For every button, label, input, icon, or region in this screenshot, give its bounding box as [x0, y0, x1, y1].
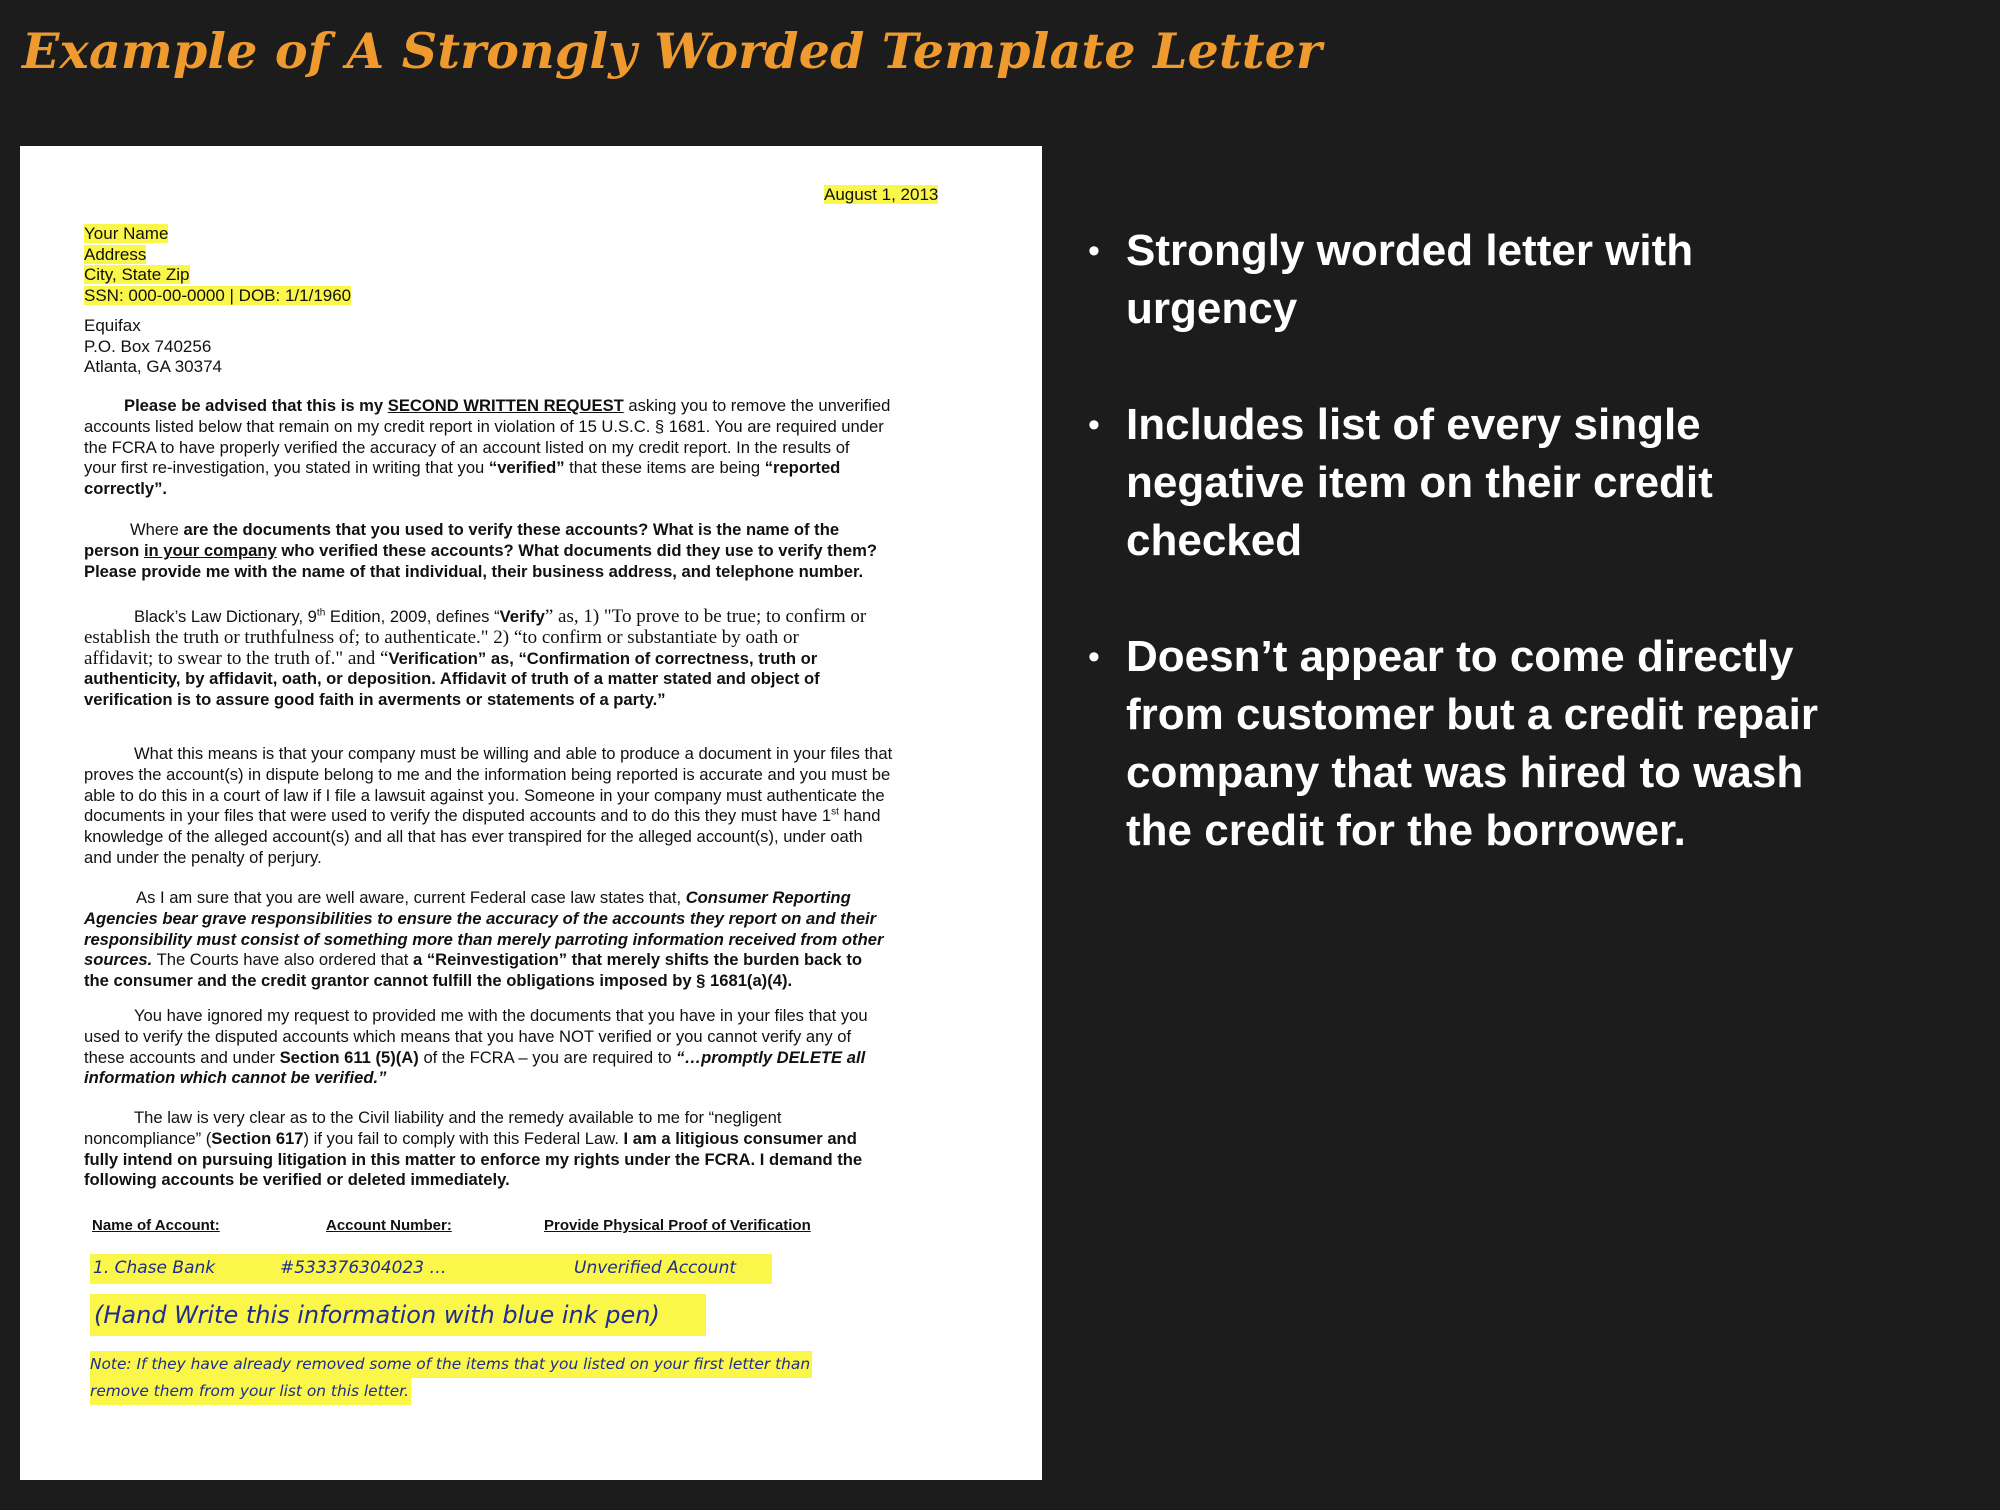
- account-name: 1. Chase Bank: [93, 1258, 216, 1278]
- slide-title: Example of A Strongly Worded Template Letter: [22, 22, 1323, 80]
- paragraph-4: What this means is that your company must be willing and able to produce a document in your files that proves the account(s) in dispute belong to me and the information being reported is accurate and you must be able to do this in a court of law if I file a lawsuit against you. Someone in your company must authenticate the documents in your files that were used to verify the disputed accounts and to do this they must have 1st hand knowledge of the alleged account(s) and all that has ever transpired for the alleged account(s), under oath and under the penalty of perjury.: [84, 744, 893, 867]
- handwrite-instruction: (Hand Write this information with blue ink pen): [90, 1294, 706, 1336]
- bullet-dot-icon: •: [1088, 638, 1100, 676]
- bullet-item: • Includes list of every single negative item on their credit checked: [1088, 396, 1988, 570]
- account-status: Unverified Account: [574, 1258, 737, 1278]
- sender-address: Your Name Address City, State Zip SSN: 000-00-0000 | DOB: 1/1/1960: [84, 224, 352, 305]
- account-row: [90, 1254, 772, 1284]
- letter-document: [20, 146, 1042, 1480]
- paragraph-2: Where are the documents that you used to verify these accounts? What is the name of the person in your company who verified these accounts? What documents did they use to verify them? Please provide me with the name of that individual, their business address, and telephone number.: [84, 520, 877, 581]
- paragraph-7: The law is very clear as to the Civil liability and the remedy available to me for “negligent noncompliance” (Section 617) if you fail to comply with this Federal Law. I am a litigious consumer and fully intend on pursuing litigation in this matter to enforce my rights under the FCRA. I demand the following accounts be verified or deleted immediately.: [84, 1108, 863, 1190]
- bullet-list: [1088, 222, 1988, 918]
- bullet-dot-icon: •: [1088, 406, 1100, 444]
- recipient-address: Equifax P.O. Box 740256 Atlanta, GA 30374: [84, 316, 222, 377]
- paragraph-1: Please be advised that this is my SECOND WRITTEN REQUEST asking you to remove the unverified accounts listed below that remain on my credit report in violation of 15 U.S.C. § 1681. You are required under the FCRA to have properly verified the accuracy of an account listed on my credit report. In the results of your first re-investigation, you stated in writing that you “verified” that these items are being “reported correctly”.: [84, 396, 891, 499]
- header-name-of-account: Name of Account:: [92, 1217, 220, 1234]
- header-proof-of-verification: Provide Physical Proof of Verification: [544, 1217, 811, 1234]
- bullet-item: • Doesn’t appear to come directly from customer but a credit repair company that was hired to wash the credit for the borrower.: [1088, 628, 1988, 860]
- paragraph-6: You have ignored my request to provided me with the documents that you have in your files that you used to verify the disputed accounts which means that you have NOT verified or you cannot verify any of these accounts and under Section 611 (5)(A) of the FCRA – you are required to “…promptly DELETE all information which cannot be verified.”: [84, 1006, 868, 1088]
- header-account-number: Account Number:: [326, 1217, 452, 1234]
- paragraph-3: Black’s Law Dictionary, 9th Edition, 2009, defines “Verify” as, 1) "To prove to be true; to confirm or establish the truth or truthfulness of; to authenticate." 2) “to confirm or substantiate by oath or affidavit; to swear to the truth of." and “Verification” as, “Confirmation of correctness, truth or authenticity, by affidavit, oath, or deposition. Affidavit of truth of a matter stated and object of verification is to assure good faith in averments or statements of a party.”: [84, 606, 867, 710]
- letter-note: Note: If they have already removed some of the items that you listed on your first letter than remove them from your list on this letter.: [90, 1351, 812, 1405]
- letter-date: August 1, 2013: [824, 185, 939, 204]
- paragraph-5: As I am sure that you are well aware, current Federal case law states that, Consumer Reporting Agencies bear grave responsibilities to ensure the accuracy of the accounts they report on and their responsibility must consist of something more than merely parroting information received from other sources. The Courts have also ordered that a “Reinvestigation” that merely shifts the burden back to the consumer and the credit grantor cannot fulfill the obligations imposed by § 1681(a)(4).: [84, 888, 884, 991]
- bullet-item: • Strongly worded letter with urgency: [1088, 222, 1988, 338]
- account-number: #533376304023 …: [280, 1258, 447, 1278]
- bullet-dot-icon: •: [1088, 232, 1100, 270]
